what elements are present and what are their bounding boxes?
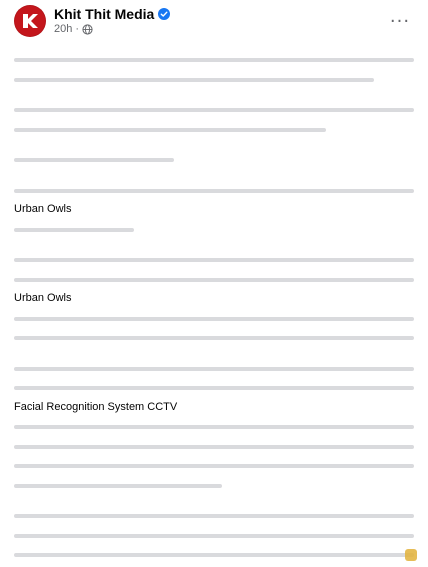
text-line-placeholder [14, 378, 414, 398]
paragraph-1-brand-line [14, 200, 414, 220]
text-line-placeholder [14, 150, 414, 170]
urban-owls-mention: Urban Owls [14, 203, 72, 215]
headline-paragraph [14, 50, 414, 89]
header-text [54, 6, 386, 36]
text-line-placeholder [14, 437, 414, 457]
meta-separator: · [75, 22, 80, 35]
text-line-placeholder [14, 476, 414, 496]
paragraph-3 [14, 359, 414, 496]
post-time[interactable]: 20h [54, 22, 73, 35]
paragraph-1 [14, 181, 414, 240]
text-line-placeholder [14, 250, 414, 270]
facial-recognition-mention: Facial Recognition System [14, 400, 145, 413]
text-line-placeholder [14, 456, 414, 476]
verified-badge-icon [158, 8, 170, 20]
text-line-placeholder [14, 417, 414, 437]
paragraph-2-brand-line [14, 289, 414, 309]
page-name[interactable]: Khit Thit Media [54, 6, 155, 22]
paragraph-3-tech-line [14, 398, 414, 418]
summary-paragraph [14, 100, 414, 139]
text-line-placeholder [14, 359, 414, 379]
post-header [14, 0, 414, 40]
khit-thit-logo-icon [19, 10, 41, 32]
text-line-placeholder [14, 120, 414, 140]
paragraph-4 [14, 506, 414, 567]
text-line-placeholder [14, 506, 414, 526]
more-options-icon[interactable]: ··· [389, 10, 411, 32]
text-line-placeholder [14, 526, 414, 546]
post-text [14, 50, 414, 567]
post-meta [54, 23, 386, 36]
watermark-logo [405, 549, 420, 561]
watermark-icon [405, 549, 417, 561]
text-line-placeholder [14, 309, 414, 329]
location-paragraph [14, 150, 414, 170]
globe-icon[interactable] [82, 24, 93, 35]
text-line-placeholder [14, 181, 414, 201]
urban-owls-mention: Urban Owls [14, 292, 72, 304]
text-line-placeholder [14, 545, 414, 565]
page-name-row [54, 6, 386, 23]
text-line-placeholder [14, 270, 414, 290]
cctv-mention: CCTV [147, 400, 178, 413]
paragraph-2 [14, 250, 414, 348]
text-line-placeholder [14, 70, 414, 90]
text-line-placeholder [14, 100, 414, 120]
page-avatar[interactable] [14, 5, 46, 37]
text-line-placeholder [14, 220, 414, 240]
text-line-placeholder [14, 50, 414, 70]
text-line-placeholder [14, 328, 414, 348]
